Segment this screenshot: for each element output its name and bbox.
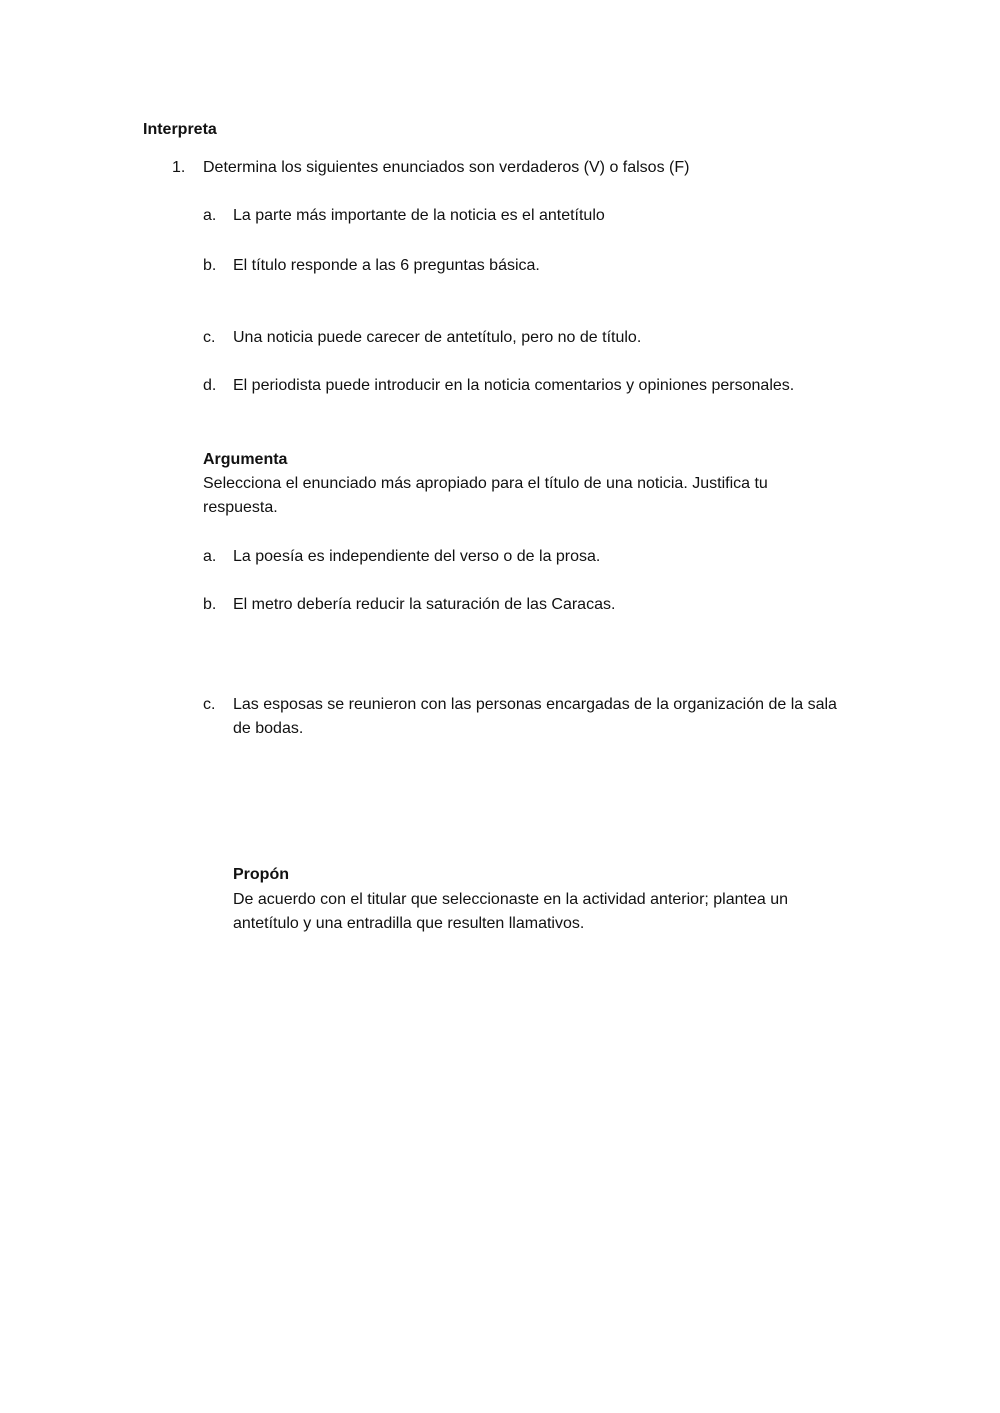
list-marker: a. — [203, 207, 217, 224]
question-text: Determina los siguientes enunciados son verdaderos (V) o falsos (F) — [203, 159, 690, 176]
list-item-text-line1: Las esposas se reunieron con las personas encargadas de la organización de la sala — [233, 696, 837, 713]
list-item-text: El metro debería reducir la saturación de las Caracas. — [233, 596, 616, 613]
list-marker: b. — [203, 257, 217, 274]
argumenta-instruction-line1: Selecciona el enunciado más apropiado para el título de una noticia. Justifica tu — [203, 475, 768, 492]
question-number: 1. — [172, 159, 186, 176]
section-heading-propon: Propón — [233, 866, 289, 883]
section-heading-argumenta: Argumenta — [203, 451, 288, 468]
propon-instruction-line1: De acuerdo con el titular que seleccionaste en la actividad anterior; plantea un — [233, 891, 789, 908]
list-marker: c. — [203, 696, 216, 713]
argumenta-instruction-line2: respuesta. — [203, 499, 278, 516]
list-item-text: El periodista puede introducir en la noticia comentarios y opiniones personales. — [233, 377, 795, 394]
list-item-text: La parte más importante de la noticia es el antetítulo — [233, 207, 605, 224]
list-marker: b. — [203, 596, 217, 613]
list-item-text: La poesía es independiente del verso o de la prosa. — [233, 548, 601, 565]
list-marker: d. — [203, 377, 217, 394]
propon-instruction-line2: antetítulo y una entradilla que resulten llamativos. — [233, 915, 585, 932]
list-item-text-line2: de bodas. — [233, 720, 304, 737]
section-heading-interpreta: Interpreta — [143, 121, 217, 138]
list-marker: c. — [203, 329, 216, 346]
list-item-text: Una noticia puede carecer de antetítulo, pero no de título. — [233, 329, 642, 346]
list-marker: a. — [203, 548, 217, 565]
list-item-text: El título responde a las 6 preguntas básica. — [233, 257, 540, 274]
